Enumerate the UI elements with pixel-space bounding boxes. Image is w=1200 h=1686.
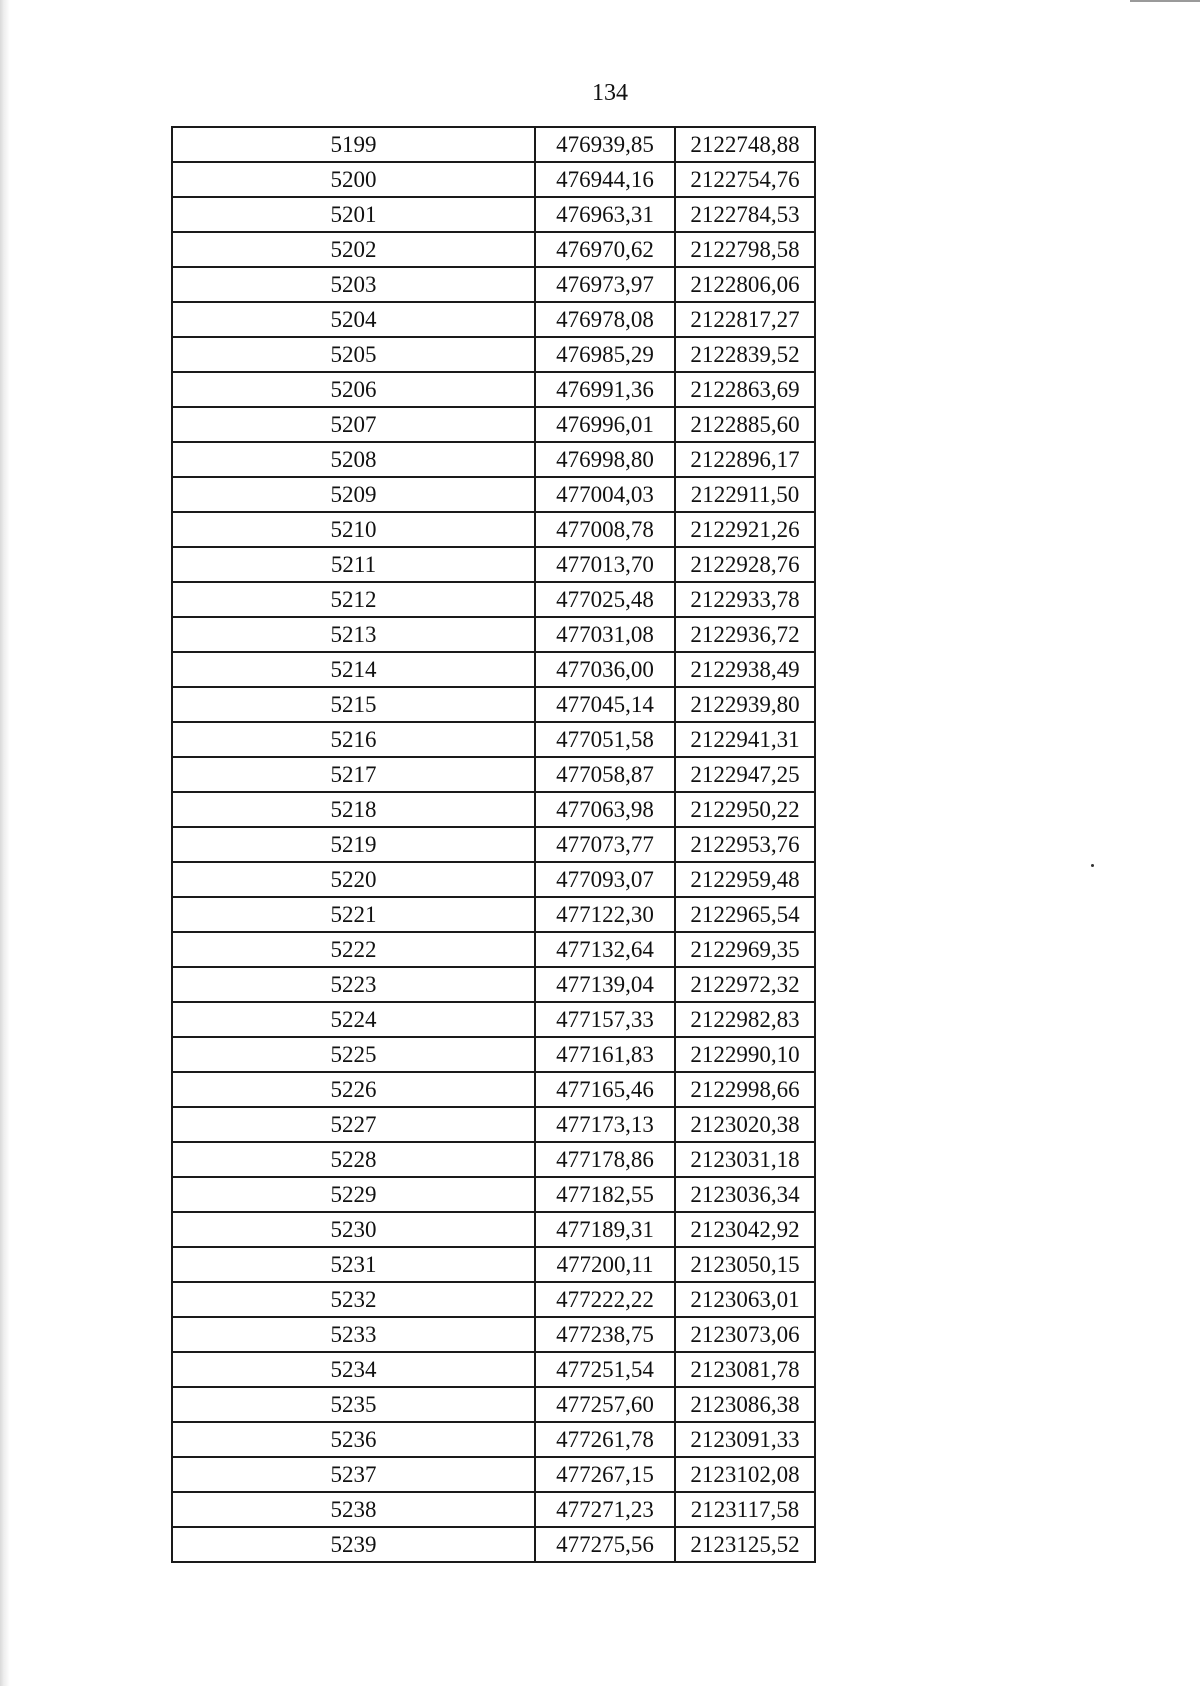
table-row: [172, 407, 815, 442]
table-row: [172, 1352, 815, 1387]
x-coordinate-cell: 477182,55: [535, 1177, 675, 1212]
point-number-cell: 5200: [172, 162, 535, 197]
y-coordinate-cell: 2122921,26: [675, 512, 815, 547]
table-row: [172, 442, 815, 477]
y-coordinate-cell: 2123081,78: [675, 1352, 815, 1387]
table-row: [172, 302, 815, 337]
table-row: [172, 1527, 815, 1562]
y-coordinate-cell: 2123050,15: [675, 1247, 815, 1282]
table-row: [172, 757, 815, 792]
point-number-cell: 5221: [172, 897, 535, 932]
point-number-cell: 5223: [172, 967, 535, 1002]
stray-mark: [1091, 864, 1094, 867]
y-coordinate-cell: 2122863,69: [675, 372, 815, 407]
table-row: [172, 337, 815, 372]
table-row: [172, 1387, 815, 1422]
corner-rule: [1130, 0, 1200, 2]
point-number-cell: 5202: [172, 232, 535, 267]
point-number-cell: 5199: [172, 127, 535, 162]
x-coordinate-cell: 477200,11: [535, 1247, 675, 1282]
x-coordinate-cell: 477173,13: [535, 1107, 675, 1142]
y-coordinate-cell: 2122806,06: [675, 267, 815, 302]
point-number-cell: 5239: [172, 1527, 535, 1562]
y-coordinate-cell: 2123125,52: [675, 1527, 815, 1562]
page-number: 134: [592, 80, 628, 106]
x-coordinate-cell: 477139,04: [535, 967, 675, 1002]
y-coordinate-cell: 2122754,76: [675, 162, 815, 197]
x-coordinate-cell: 477004,03: [535, 477, 675, 512]
y-coordinate-cell: 2122839,52: [675, 337, 815, 372]
point-number-cell: 5224: [172, 1002, 535, 1037]
y-coordinate-cell: 2122953,76: [675, 827, 815, 862]
table-row: [172, 267, 815, 302]
table-row: [172, 372, 815, 407]
y-coordinate-cell: 2122972,32: [675, 967, 815, 1002]
point-number-cell: 5236: [172, 1422, 535, 1457]
y-coordinate-cell: 2122885,60: [675, 407, 815, 442]
point-number-cell: 5210: [172, 512, 535, 547]
x-coordinate-cell: 476991,36: [535, 372, 675, 407]
table-row: [172, 1037, 815, 1072]
y-coordinate-cell: 2122939,80: [675, 687, 815, 722]
point-number-cell: 5217: [172, 757, 535, 792]
y-coordinate-cell: 2122798,58: [675, 232, 815, 267]
y-coordinate-cell: 2122896,17: [675, 442, 815, 477]
table-row: [172, 582, 815, 617]
table-row: [172, 547, 815, 582]
y-coordinate-cell: 2122990,10: [675, 1037, 815, 1072]
x-coordinate-cell: 476939,85: [535, 127, 675, 162]
table-row: [172, 792, 815, 827]
x-coordinate-cell: 476963,31: [535, 197, 675, 232]
x-coordinate-cell: 477063,98: [535, 792, 675, 827]
y-coordinate-cell: 2122748,88: [675, 127, 815, 162]
table-row: [172, 1212, 815, 1247]
point-number-cell: 5208: [172, 442, 535, 477]
table-row: [172, 232, 815, 267]
x-coordinate-cell: 477073,77: [535, 827, 675, 862]
x-coordinate-cell: 477261,78: [535, 1422, 675, 1457]
x-coordinate-cell: 477093,07: [535, 862, 675, 897]
y-coordinate-cell: 2122817,27: [675, 302, 815, 337]
point-number-cell: 5216: [172, 722, 535, 757]
x-coordinate-cell: 476998,80: [535, 442, 675, 477]
x-coordinate-cell: 477025,48: [535, 582, 675, 617]
y-coordinate-cell: 2123036,34: [675, 1177, 815, 1212]
y-coordinate-cell: 2123102,08: [675, 1457, 815, 1492]
x-coordinate-cell: 477051,58: [535, 722, 675, 757]
table-row: [172, 197, 815, 232]
coordinates-table: [171, 126, 816, 1563]
table-row: [172, 1107, 815, 1142]
table-row: [172, 1247, 815, 1282]
y-coordinate-cell: 2122938,49: [675, 652, 815, 687]
y-coordinate-cell: 2122950,22: [675, 792, 815, 827]
x-coordinate-cell: 476944,16: [535, 162, 675, 197]
table-row: [172, 1002, 815, 1037]
x-coordinate-cell: 477031,08: [535, 617, 675, 652]
point-number-cell: 5212: [172, 582, 535, 617]
point-number-cell: 5207: [172, 407, 535, 442]
table-row: [172, 1317, 815, 1352]
table-row: [172, 722, 815, 757]
point-number-cell: 5205: [172, 337, 535, 372]
x-coordinate-cell: 477045,14: [535, 687, 675, 722]
table-row: [172, 1142, 815, 1177]
table-row: [172, 967, 815, 1002]
point-number-cell: 5215: [172, 687, 535, 722]
x-coordinate-cell: 476996,01: [535, 407, 675, 442]
x-coordinate-cell: 477178,86: [535, 1142, 675, 1177]
table-row: [172, 1492, 815, 1527]
point-number-cell: 5201: [172, 197, 535, 232]
point-number-cell: 5234: [172, 1352, 535, 1387]
y-coordinate-cell: 2122998,66: [675, 1072, 815, 1107]
point-number-cell: 5230: [172, 1212, 535, 1247]
table-row: [172, 617, 815, 652]
table-row: [172, 652, 815, 687]
point-number-cell: 5218: [172, 792, 535, 827]
point-number-cell: 5203: [172, 267, 535, 302]
point-number-cell: 5233: [172, 1317, 535, 1352]
table-row: [172, 1282, 815, 1317]
table-row: [172, 1072, 815, 1107]
point-number-cell: 5232: [172, 1282, 535, 1317]
point-number-cell: 5211: [172, 547, 535, 582]
table-row: [172, 862, 815, 897]
x-coordinate-cell: 477165,46: [535, 1072, 675, 1107]
x-coordinate-cell: 477008,78: [535, 512, 675, 547]
y-coordinate-cell: 2122911,50: [675, 477, 815, 512]
x-coordinate-cell: 477157,33: [535, 1002, 675, 1037]
y-coordinate-cell: 2122933,78: [675, 582, 815, 617]
x-coordinate-cell: 477275,56: [535, 1527, 675, 1562]
x-coordinate-cell: 477238,75: [535, 1317, 675, 1352]
x-coordinate-cell: 477271,23: [535, 1492, 675, 1527]
point-number-cell: 5204: [172, 302, 535, 337]
point-number-cell: 5238: [172, 1492, 535, 1527]
x-coordinate-cell: 476985,29: [535, 337, 675, 372]
point-number-cell: 5228: [172, 1142, 535, 1177]
y-coordinate-cell: 2122982,83: [675, 1002, 815, 1037]
table-row: [172, 1422, 815, 1457]
y-coordinate-cell: 2123073,06: [675, 1317, 815, 1352]
table-row: [172, 1177, 815, 1212]
y-coordinate-cell: 2122959,48: [675, 862, 815, 897]
x-coordinate-cell: 477058,87: [535, 757, 675, 792]
table-row: [172, 932, 815, 967]
point-number-cell: 5235: [172, 1387, 535, 1422]
x-coordinate-cell: 477013,70: [535, 547, 675, 582]
y-coordinate-cell: 2123042,92: [675, 1212, 815, 1247]
point-number-cell: 5229: [172, 1177, 535, 1212]
x-coordinate-cell: 477267,15: [535, 1457, 675, 1492]
table-row: [172, 687, 815, 722]
y-coordinate-cell: 2123020,38: [675, 1107, 815, 1142]
x-coordinate-cell: 477222,22: [535, 1282, 675, 1317]
point-number-cell: 5219: [172, 827, 535, 862]
point-number-cell: 5209: [172, 477, 535, 512]
y-coordinate-cell: 2122969,35: [675, 932, 815, 967]
y-coordinate-cell: 2123091,33: [675, 1422, 815, 1457]
point-number-cell: 5206: [172, 372, 535, 407]
y-coordinate-cell: 2122947,25: [675, 757, 815, 792]
x-coordinate-cell: 477161,83: [535, 1037, 675, 1072]
table-row: [172, 477, 815, 512]
y-coordinate-cell: 2122784,53: [675, 197, 815, 232]
x-coordinate-cell: 477251,54: [535, 1352, 675, 1387]
y-coordinate-cell: 2122965,54: [675, 897, 815, 932]
point-number-cell: 5213: [172, 617, 535, 652]
point-number-cell: 5226: [172, 1072, 535, 1107]
scan-edge: [0, 0, 10, 1686]
y-coordinate-cell: 2123063,01: [675, 1282, 815, 1317]
table-row: [172, 1457, 815, 1492]
coordinates-table-body: [172, 127, 815, 1562]
table-row: [172, 127, 815, 162]
table-row: [172, 512, 815, 547]
x-coordinate-cell: 477132,64: [535, 932, 675, 967]
point-number-cell: 5227: [172, 1107, 535, 1142]
x-coordinate-cell: 477257,60: [535, 1387, 675, 1422]
y-coordinate-cell: 2122941,31: [675, 722, 815, 757]
table-row: [172, 897, 815, 932]
table-row: [172, 827, 815, 862]
point-number-cell: 5237: [172, 1457, 535, 1492]
x-coordinate-cell: 477122,30: [535, 897, 675, 932]
point-number-cell: 5231: [172, 1247, 535, 1282]
table-row: [172, 162, 815, 197]
y-coordinate-cell: 2122928,76: [675, 547, 815, 582]
y-coordinate-cell: 2123086,38: [675, 1387, 815, 1422]
x-coordinate-cell: 476973,97: [535, 267, 675, 302]
point-number-cell: 5214: [172, 652, 535, 687]
point-number-cell: 5220: [172, 862, 535, 897]
x-coordinate-cell: 476978,08: [535, 302, 675, 337]
x-coordinate-cell: 477189,31: [535, 1212, 675, 1247]
y-coordinate-cell: 2123031,18: [675, 1142, 815, 1177]
x-coordinate-cell: 477036,00: [535, 652, 675, 687]
y-coordinate-cell: 2123117,58: [675, 1492, 815, 1527]
y-coordinate-cell: 2122936,72: [675, 617, 815, 652]
point-number-cell: 5222: [172, 932, 535, 967]
x-coordinate-cell: 476970,62: [535, 232, 675, 267]
point-number-cell: 5225: [172, 1037, 535, 1072]
